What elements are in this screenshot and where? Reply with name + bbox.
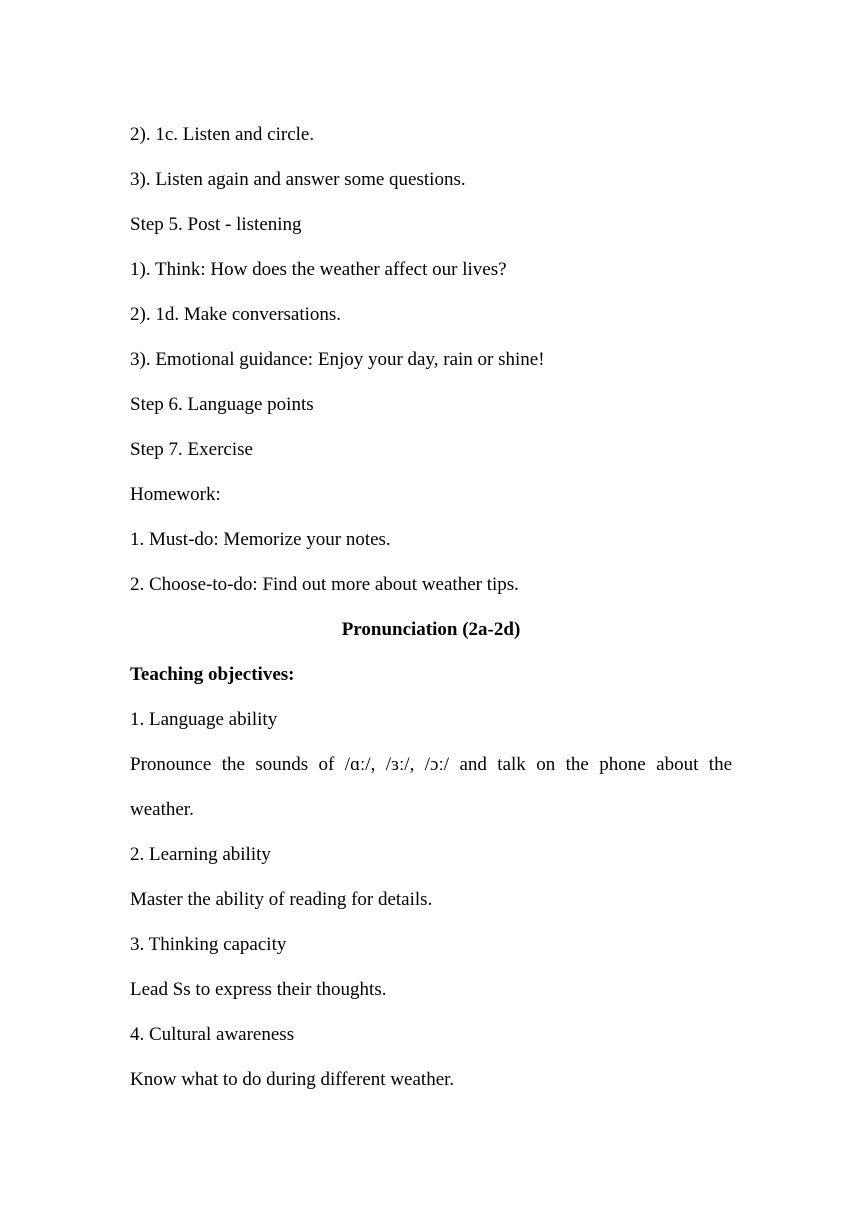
objective-text: Pronounce the sounds of /ɑː/, /ɜː/, /ɔː/ and talk on the phone about the: [130, 754, 732, 775]
step-heading: Step 6. Language points: [130, 394, 314, 415]
text-line: 2. Choose-to-do: Find out more about weather tips.: [130, 574, 519, 595]
objective-text: Know what to do during different weather.: [130, 1069, 455, 1090]
objective-title: 2. Learning ability: [130, 844, 271, 865]
objectives-heading: Teaching objectives:: [130, 664, 295, 685]
text-line: 2). 1c. Listen and circle.: [130, 124, 315, 145]
text-line: 3). Listen again and answer some questions.: [130, 169, 466, 190]
text-line: 3). Emotional guidance: Enjoy your day, rain or shine!: [130, 349, 545, 370]
text-line: 2). 1d. Make conversations.: [130, 304, 342, 325]
section-title: Pronunciation (2a-2d): [341, 619, 521, 640]
objective-title: 3. Thinking capacity: [130, 934, 287, 955]
objective-title: 1. Language ability: [130, 709, 278, 730]
objective-text: Master the ability of reading for details.: [130, 889, 433, 910]
document-page: [130, 112, 732, 1102]
objective-text: weather.: [130, 799, 194, 820]
homework-heading: Homework:: [130, 484, 221, 505]
text-line: 1). Think: How does the weather affect our lives?: [130, 259, 507, 280]
step-heading: Step 7. Exercise: [130, 439, 253, 460]
objective-title: 4. Cultural awareness: [130, 1024, 295, 1045]
objective-text: Lead Ss to express their thoughts.: [130, 979, 387, 1000]
text-line: 1. Must-do: Memorize your notes.: [130, 529, 391, 550]
step-heading: Step 5. Post - listening: [130, 214, 302, 235]
